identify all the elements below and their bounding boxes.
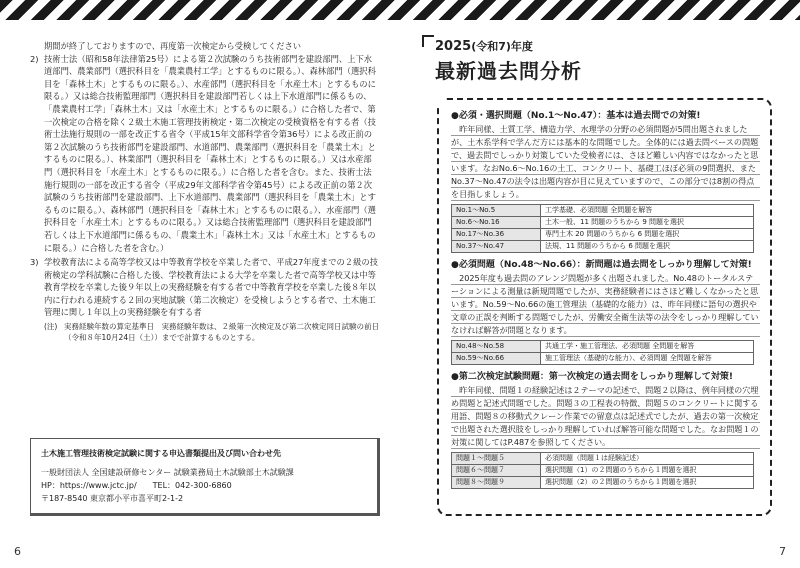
top-stripe-border <box>0 0 800 20</box>
footnote <box>30 321 380 343</box>
year-line <box>435 38 775 54</box>
table-cell-value: 必須問題（問題１は経験記述） <box>541 453 754 465</box>
table-cell-value: 選択問題（1）の２問題のうちから１問題を選択 <box>541 465 754 477</box>
contact-title: 土木施工管理技術検定試験に関する申込書類提出及び問い合わせ先 <box>41 449 281 458</box>
qualification-item-3 <box>30 256 380 319</box>
page-number-right: 7 <box>779 545 786 558</box>
table-cell-value: 法規、11 問題のうちから 6 問題を選択 <box>541 241 754 253</box>
table-cell-key: No.48〜No.58 <box>452 341 541 353</box>
section-body: 2025年度も過去問のアレンジ問題が多く出題されました。No.48のトータルステーションによる測量は新規問題でしたが、実務経験者にはさほど難しくなかったと思います。No.59〜No.66の施工管理法（基礎的な能力）は、昨年同様に語句の選択や文章の正誤を判断する問題でしたが、労働安全衛生法等の法令をしっかり理解していなければ解答が問題となります。 <box>451 273 759 335</box>
table-cell-key: No.59〜No.66 <box>452 353 541 365</box>
table-row <box>452 477 754 489</box>
question-table <box>451 452 754 489</box>
section-3 <box>451 370 760 489</box>
corner-mark <box>422 35 434 47</box>
left-page-text <box>30 40 380 343</box>
page-number-left: 6 <box>14 545 21 558</box>
footnote-text: 実務経験年数の算定基準日 実務経験年数は、２級第一次検定及び第二次検定同日試験の前日（令和８年10月24日（土））までで計算するものとする。 <box>64 322 379 343</box>
contact-org: 一般財団法人 全国建設研修センター 試験業務局土木試験部土木試験課 <box>41 468 294 477</box>
table-cell-key: 問題１〜問題５ <box>452 453 541 465</box>
table-cell-value: 共通工学・施工管理法、必須問題 全問題を解答 <box>541 341 754 353</box>
table-cell-key: No.1〜No.5 <box>452 205 541 217</box>
table-cell-value: 専門土木 20 問題のうちから 6 問題を選択 <box>541 229 754 241</box>
section-heading: ●必須問題（No.48〜No.66）：新問題は過去問をしっかり理解して対策! <box>451 260 752 270</box>
table-row <box>452 353 754 365</box>
item-text: 技術士法（昭和58年法律第25号）による第２次試験のうち技術部門を建設部門、上下水道部門、農業部門（選択科目を「農業農村工学」とするものに限る。）、森林部門（選択科目を「森林土木」とするものに限る。）、水産部門（選択科目を「水産土木」とするものに限る。）又は総合技術監理部門（選択科目を建設部門若しくは上下水道部門に係るもの、「農業農村工学」「森林土木」又は「水産土木」とするものに限る。）に合格した者で、第一次検定の合格を除く２級土木施工管理技術検定・第二次検定の受検資格を有する者（技術士法施行規則の一部を改正する省令（平成15年文部科学省令第36号）による改正前の第２次試験のうち技術部門を建設部門、水道部門、農業部門（選択科目を「農業土木」とするものに限る。）、林業部門（選択科目を「森林土木」とするものに限る。）又は水産部門（選択科目を「水産土木」とするものに限る。）に合格した者を含む。また、技術士法施行規則の一部を改正する省令（平成29年文部科学省令第45号）による改正前の第２次試験のうち技術部門を建設部門、上下水道部門、農業部門（選択科目を「農業土木」とするものに限る。）、森林部門（選択科目を「森林土木」とするものに限る。）、水産部門（選択科目を「水産土木」とするものに限る。）又は総合技術監理部門（選択科目を建設部門若しくは上下水道部門に係るもの、「農業土木」「森林土木」又は「水産土木」とするものに限る。）に合格した者を含む。） <box>44 53 376 253</box>
page-title: 最新過去問分析 <box>435 59 582 83</box>
year: 2025 <box>435 39 472 54</box>
contact-box <box>30 438 380 516</box>
section-heading: ●第二次検定試験問題：第一次検定の過去問をしっかり理解して対策! <box>451 372 733 382</box>
table-cell-key: No.6〜No.16 <box>452 217 541 229</box>
table-cell-value: 土木一般、11 問題のうちから 9 問題を選択 <box>541 217 754 229</box>
table-cell-key: 問題８〜問題９ <box>452 477 541 489</box>
table-cell-key: No.17〜No.36 <box>452 229 541 241</box>
table-cell-value: 選択問題（2）の２問題のうちから１問題を選択 <box>541 477 754 489</box>
table-cell-key: 問題６〜問題７ <box>452 465 541 477</box>
footnote-label: (注) <box>44 322 58 332</box>
item-number: 3) <box>30 257 39 268</box>
contact-address: 〒187-8540 東京都小平市喜平町2-1-2 <box>41 494 184 503</box>
table-row <box>452 229 754 241</box>
table-row <box>452 205 754 217</box>
item-text: 学校教育法による高等学校又は中等教育学校を卒業した者で、平成27年度までの２級の技術検定の学科試験に合格した後、学校教育法による大学を卒業した者で高等学校又は中等教育学校を卒業した後９年以上の実務経験を有する者で中等教育学校を卒業した後８年以内に行われる連続する２回の実地試験（第二次検定）を受検しようとする者で、土木施工管理に関し１年以上の実務経験を有する者 <box>44 257 378 318</box>
question-table <box>451 204 754 253</box>
right-page-header <box>435 38 775 84</box>
section-body: 昨年同様、土質工学、構造力学、水理学の分野の必須問題が5問出題されましたが、土木系学科で学んだ方には基本的な問題でした。全体的には過去問ベースの問題で、過去問でしっかり対策していた受検者には、さほど難しい内容ではなかったと思います。なおNo.6〜No.16の土工、コンクリート、基礎工ほぼ必須の9問選択、また No.37〜No.47の法令は出題内容が目に見えていますので、この部分では8割の得点を目指しましょう。 <box>451 124 759 199</box>
section-body: 昨年同様、問題１の経験記述は２テーマの記述で、問題２以降は、例年同様の穴埋め問題と記述式問題でした。問題３の工程表の特徴、問題５のコンクリートに関する用語、問題８の移動式クレーン作業での留意点は記述式でしたが、過去の第一次検定で出題された選択肢をしっかり理解していれば解答可能な問題でした。なお問題１の対策に関してはP.487を参照してください。 <box>451 385 759 447</box>
table-row <box>452 241 754 253</box>
analysis-box <box>437 98 772 516</box>
table-row <box>452 453 754 465</box>
table-row <box>452 465 754 477</box>
table-row <box>452 341 754 353</box>
table-cell-value: 施工管理法（基礎的な能力）、必須問題 全問題を解答 <box>541 353 754 365</box>
table-cell-key: No.37〜No.47 <box>452 241 541 253</box>
intro-line: 期間が終了しておりますので、再度第一次検定から受検してください <box>44 41 302 51</box>
table-cell-value: 工学基礎、必須問題 全問題を解答 <box>541 205 754 217</box>
era: (令和7)年度 <box>471 40 533 53</box>
section-2 <box>451 258 760 365</box>
question-table <box>451 340 754 365</box>
contact-hp-tel: HP：https://www.jctc.jp/ TEL：042-300-6860 <box>41 481 232 490</box>
section-heading: ●必須・選択問題（No.1〜No.47）：基本は過去問での対策! <box>451 111 701 121</box>
table-row <box>452 217 754 229</box>
qualification-item-2 <box>30 53 380 255</box>
item-number: 2) <box>30 53 39 64</box>
section-1 <box>451 109 760 253</box>
